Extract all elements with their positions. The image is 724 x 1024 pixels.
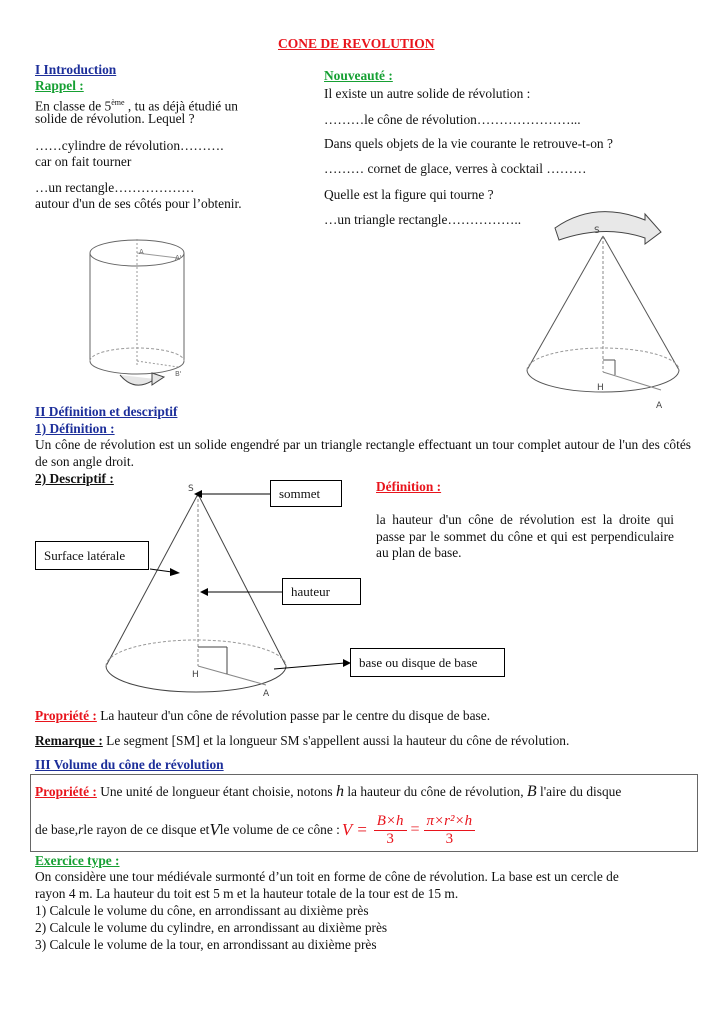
volume-property-text-e: le rayon de ce disque et <box>83 822 210 837</box>
label-box-hauteur: hauteur <box>282 578 361 605</box>
propriete-centre-label: Propriété : <box>35 708 97 723</box>
intro-line-2: solide de révolution. Lequel ? <box>35 111 195 126</box>
nouveaute-label: Nouveauté : <box>324 68 393 83</box>
exercice-line-1: On considère une tour médiévale surmonté d’un toit en forme de cône de révolution. La base est un cercle de <box>35 869 619 884</box>
label-box-sommet: sommet <box>270 480 342 507</box>
rotating-cone-label-h: H <box>597 383 604 393</box>
nouveaute-line-1: Il existe un autre solide de révolution : <box>324 86 531 101</box>
volume-property-text-f: le volume de ce cône : <box>219 822 340 837</box>
descriptive-label-a: A <box>263 689 270 699</box>
descriptif-subheading: 2) Descriptif : <box>35 471 114 486</box>
intro-line-1b: , tu as déjà étudié un <box>124 98 238 114</box>
formula-fraction-2-numerator: π×r²×h <box>424 813 476 831</box>
formula-equals: = <box>410 821 420 838</box>
volume-property-text-d: de base, <box>35 822 79 837</box>
definition-subheading: 1) Définition : <box>35 421 115 436</box>
exercice-item-3: 3) Calcule le volume de la tour, en arrondissant au dixième près <box>35 937 377 952</box>
rotating-cone-label-s: S <box>594 226 600 236</box>
nouveaute-line-3: Dans quels objets de la vie courante le retrouve-t-on ? <box>324 136 613 151</box>
nouveaute-line-4: ……… cornet de glace, verres à cocktail ……… <box>324 161 587 176</box>
intro-line-1a: En classe de 5 <box>35 98 112 114</box>
formula-fraction-2-denominator: 3 <box>445 830 454 847</box>
intro-line-1-sup: ème <box>111 98 125 107</box>
rotating-cone-label-a: A <box>656 401 663 411</box>
propriete-centre <box>35 708 490 724</box>
volume-property-text-b: la hauteur du cône de révolution, <box>343 784 527 799</box>
formula-lhs: V = <box>341 820 368 839</box>
exercice-label: Exercice type : <box>35 853 120 868</box>
nouveaute-line-6: …un triangle rectangle…………….. <box>324 212 522 227</box>
formula-fraction-1 <box>374 813 407 848</box>
remarque-label: Remarque : <box>35 733 103 748</box>
volume-property-text-a: Une unité de longueur étant choisie, notons <box>96 784 336 799</box>
cylinder-label-a2: A' <box>175 254 182 262</box>
propriete-centre-text: La hauteur d'un cône de révolution passe par le centre du disque de base. <box>96 708 491 723</box>
formula-fraction-1-numerator: B×h <box>374 813 407 831</box>
section-introduction-heading: I Introduction <box>35 62 117 77</box>
symbol-b: B <box>526 783 537 800</box>
rappel-label: Rappel : <box>35 78 84 93</box>
intro-line-6: autour d'un de ses côtés pour l’obtenir. <box>35 196 242 211</box>
cylinder-label-a: A <box>139 248 144 256</box>
definition-hauteur-text: la hauteur d'un cône de révolution est la droite qui passe par le sommet du cône et qui est perpendiculaire au plan de base. <box>376 512 674 560</box>
nouveaute-line-2: ………le cône de révolution…………………... <box>324 112 581 127</box>
section-definition-heading: II Définition et descriptif <box>35 404 178 419</box>
definition-hauteur-label: Définition : <box>376 479 442 494</box>
page-title: CONE DE REVOLUTION <box>278 36 435 51</box>
section-volume-heading: III Volume du cône de révolution <box>35 757 224 772</box>
volume-property-label: Propriété : <box>35 784 97 799</box>
descriptive-label-s: S <box>188 484 194 494</box>
label-box-base: base ou disque de base <box>350 648 505 677</box>
definition-text: Un cône de révolution est un solide engendré par un triangle rectangle effectuant un tour complet autour de l'un des côtés de son angle droit. <box>35 437 691 469</box>
remarque-text: Le segment [SM] et la longueur SM s'appellent aussi la hauteur du cône de révolution. <box>102 733 570 748</box>
symbol-v: V <box>209 820 220 839</box>
remarque <box>35 733 569 749</box>
symbol-h: h <box>335 783 344 800</box>
label-box-surface-laterale: Surface latérale <box>35 541 149 570</box>
volume-property-text-c: l'aire du disque <box>536 784 622 799</box>
exercice-item-1: 1) Calcule le volume du cône, en arrondissant au dixième près <box>35 903 369 918</box>
volume-property-line-2 <box>35 812 475 848</box>
nouveaute-line-5: Quelle est la figure qui tourne ? <box>324 187 494 202</box>
symbol-r: r <box>78 822 84 837</box>
cylinder-label-b: B' <box>175 370 182 378</box>
exercice-item-2: 2) Calcule le volume du cylindre, en arrondissant au dixième près <box>35 920 388 935</box>
intro-line-4: car on fait tourner <box>35 154 132 169</box>
intro-line-5: …un rectangle……………… <box>35 180 195 195</box>
formula-fraction-1-denominator: 3 <box>386 830 394 847</box>
descriptive-label-h: H <box>192 670 199 680</box>
intro-line-3: ……cylindre de révolution………. <box>35 138 224 153</box>
exercice-line-2: rayon 4 m. La hauteur du toit est 5 m et la hauteur totale de la tour est de 15 m. <box>35 886 459 901</box>
formula-fraction-2 <box>424 813 476 848</box>
rotating-cone-figure <box>525 200 695 400</box>
volume-property-line-1 <box>35 784 621 800</box>
